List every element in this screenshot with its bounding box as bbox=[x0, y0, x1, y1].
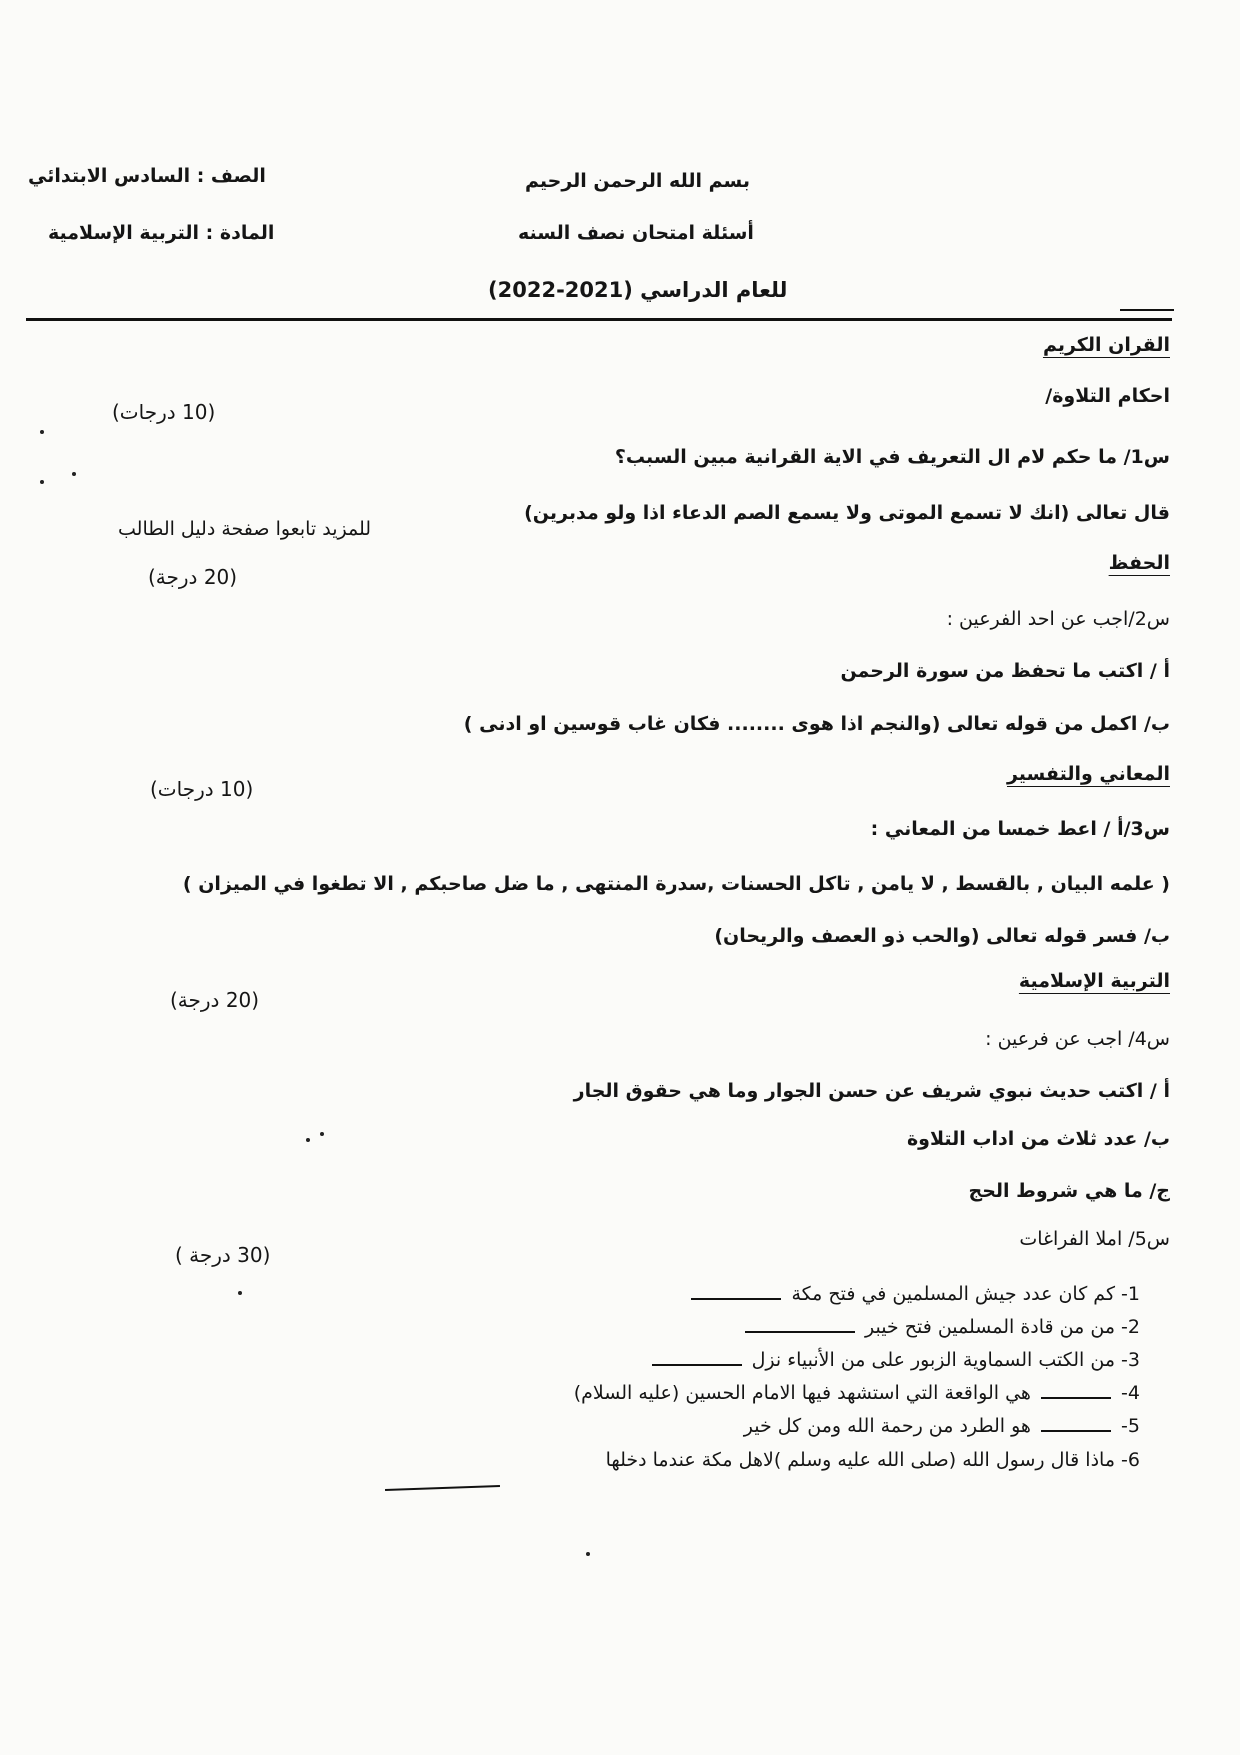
marks-q4: (20 درجة) bbox=[170, 988, 260, 1012]
basmala: بسم الله الرحمن الرحيم bbox=[525, 170, 750, 192]
q4-branch-b: ب/ عدد ثلاث من اداب التلاوة bbox=[906, 1128, 1170, 1150]
q2-branch-b: ب/ اكمل من قوله تعالى (والنجم اذا هوى ........ فكان غاب قوسين او ادنى ) bbox=[463, 713, 1170, 735]
list-item bbox=[648, 1349, 1140, 1371]
list-item bbox=[687, 1283, 1140, 1305]
item-text: من الكتب السماوية الزبور على من الأنبياء نزل bbox=[751, 1349, 1115, 1371]
scan-speck bbox=[306, 1138, 310, 1142]
section-hifz: الحفظ bbox=[1108, 552, 1170, 574]
scan-speck bbox=[586, 1552, 590, 1556]
exam-title: أسئلة امتحان نصف السنه bbox=[518, 222, 754, 244]
list-item bbox=[741, 1316, 1140, 1338]
item-text: هي الواقعة التي استشهد فيها الامام الحسين (عليه السلام) bbox=[573, 1382, 1031, 1404]
q4-branch-c: ج/ ما هي شروط الحج bbox=[968, 1180, 1170, 1202]
section-quran: القران الكريم bbox=[1042, 334, 1170, 356]
item-text: كم كان عدد جيش المسلمين في فتح مكة bbox=[791, 1283, 1115, 1305]
q3-words: ( علمه البيان , بالقسط , لا يامن , تاكل الحسنات ,سدرة المنتهى , ما ضل صاحبكم , الا تطغوا في الميزان ) bbox=[182, 873, 1170, 895]
list-item bbox=[606, 1449, 1140, 1471]
subject-label: المادة : التربية الإسلامية bbox=[48, 222, 275, 244]
scan-speck bbox=[72, 472, 76, 476]
q4-branch-a: أ / اكتب حديث نبوي شريف عن حسن الجوار وما هي حقوق الجار bbox=[573, 1080, 1170, 1102]
blank-line bbox=[691, 1297, 781, 1300]
marks-q3: (10 درجات) bbox=[150, 777, 254, 801]
q1-text: س1/ ما حكم لام ال التعريف في الاية القرانية مبين السبب؟ bbox=[614, 446, 1170, 468]
item-number: 6- bbox=[1121, 1449, 1140, 1471]
q4-text: س4/ اجب عن فرعين : bbox=[985, 1028, 1170, 1050]
list-item bbox=[574, 1382, 1140, 1404]
academic-year: للعام الدراسي (2021-2022) bbox=[488, 278, 788, 302]
promo-note: للمزيد تابعوا صفحة دليل الطالب bbox=[118, 518, 372, 540]
header-divider bbox=[26, 318, 1172, 321]
section-tarbiya: التربية الإسلامية bbox=[1018, 970, 1170, 992]
section-maani: المعاني والتفسير bbox=[1006, 763, 1170, 785]
q2-branch-a: أ / اكتب ما تحفظ من سورة الرحمن bbox=[840, 660, 1170, 682]
grade-label: الصف : السادس الابتدائي bbox=[28, 165, 266, 187]
item-number: 5- bbox=[1121, 1415, 1140, 1437]
answer-line bbox=[385, 1485, 500, 1491]
q1-verse: قال تعالى (انك لا تسمع الموتى ولا يسمع الصم الدعاء اذا ولو مدبرين) bbox=[524, 502, 1170, 524]
header-divider-mark bbox=[1120, 309, 1174, 311]
item-text: من من قادة المسلمين فتح خيبر bbox=[864, 1316, 1115, 1338]
item-number: 1- bbox=[1121, 1283, 1140, 1305]
marks-q1: (10 درجات) bbox=[112, 400, 216, 424]
marks-q2: (20 درجة) bbox=[148, 565, 238, 589]
item-text: هو الطرد من رحمة الله ومن كل خير bbox=[743, 1415, 1031, 1437]
blank-line bbox=[1041, 1396, 1111, 1399]
scan-speck bbox=[40, 480, 44, 484]
blank-line bbox=[652, 1363, 742, 1366]
section-tajweed: احكام التلاوة/ bbox=[1045, 385, 1170, 407]
marks-q5: (30 درجة ) bbox=[175, 1243, 271, 1267]
item-number: 4- bbox=[1121, 1382, 1140, 1404]
blank-line bbox=[1041, 1429, 1111, 1432]
scan-speck bbox=[40, 430, 44, 434]
list-item bbox=[744, 1415, 1140, 1437]
scan-speck bbox=[238, 1291, 242, 1295]
q3-text: س3/أ / اعط خمسا من المعاني : bbox=[870, 818, 1170, 840]
item-number: 3- bbox=[1121, 1349, 1140, 1371]
item-number: 2- bbox=[1121, 1316, 1140, 1338]
item-text: ماذا قال رسول الله (صلى الله عليه وسلم )لاهل مكة عندما دخلها bbox=[605, 1449, 1115, 1471]
blank-line bbox=[745, 1330, 855, 1333]
scan-speck bbox=[320, 1132, 324, 1136]
q5-text: س5/ املا الفراغات bbox=[1019, 1228, 1170, 1250]
q2-text: س2/اجب عن احد الفرعين : bbox=[946, 608, 1170, 630]
q3-branch-b: ب/ فسر قوله تعالى (والحب ذو العصف والريحان) bbox=[714, 925, 1170, 947]
